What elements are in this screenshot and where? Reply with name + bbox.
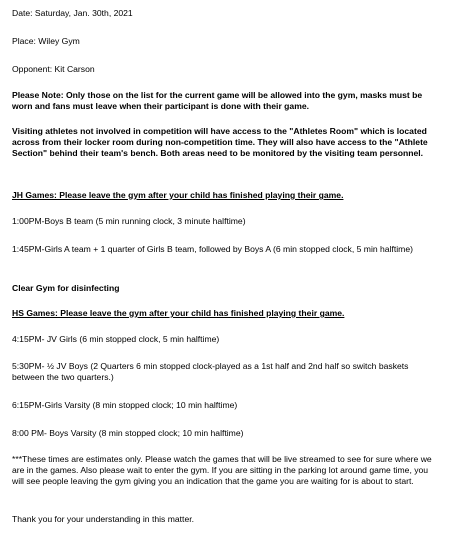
jh-game-item: 1:00PM-Boys B team (5 min running clock, 3 minute halftime) xyxy=(12,216,246,226)
opponent-line: Opponent: Kit Carson xyxy=(12,64,95,74)
place-line: Place: Wiley Gym xyxy=(12,36,80,46)
hs-game-item: 8:00 PM- Boys Varsity (8 min stopped clock; 10 min halftime) xyxy=(12,428,244,438)
jh-game-item: 1:45PM-Girls A team + 1 quarter of Girls B team, followed by Boys A (6 min stopped clock, 5 min halftime) xyxy=(12,244,413,254)
disclaimer-paragraph: ***These times are estimates only. Please watch the games that will be live streamed to see for sure where we are in the games. Also please wait to enter the gym. If you are sitting in the parking lot around game time, you will see people leaving the gym giving you an indication that the game you are waiting for is about to start. xyxy=(12,454,432,487)
hs-games-heading: HS Games: Please leave the gym after your child has finished playing their game. xyxy=(12,308,345,318)
visiting-athletes-paragraph: Visiting athletes not involved in competition will have access to the "Athletes Room" which is located across from their locker room during non-competition time. They will also have access to the "Athlete Section" behind their team's bench. Both areas need to be monitored by the visiting team personnel. xyxy=(12,126,428,159)
date-line: Date: Saturday, Jan. 30th, 2021 xyxy=(12,8,133,18)
closing-line: Thank you for your understanding in this matter. xyxy=(12,514,194,524)
hs-game-item: 5:30PM- ½ JV Boys (2 Quarters 6 min stopped clock-played as a 1st half and 2nd half so switch baskets between the two quarters.) xyxy=(12,361,409,383)
please-note-paragraph: Please Note: Only those on the list for the current game will be allowed into the gym, masks must be worn and fans must leave when their participant is done with their game. xyxy=(12,90,423,112)
hs-game-item: 6:15PM-Girls Varsity (8 min stopped clock; 10 min halftime) xyxy=(12,400,238,410)
hs-game-item: 4:15PM- JV Girls (6 min stopped clock, 5 min halftime) xyxy=(12,334,220,344)
jh-games-heading: JH Games: Please leave the gym after your child has finished playing their game. xyxy=(12,190,344,200)
clear-gym-line: Clear Gym for disinfecting xyxy=(12,283,120,293)
